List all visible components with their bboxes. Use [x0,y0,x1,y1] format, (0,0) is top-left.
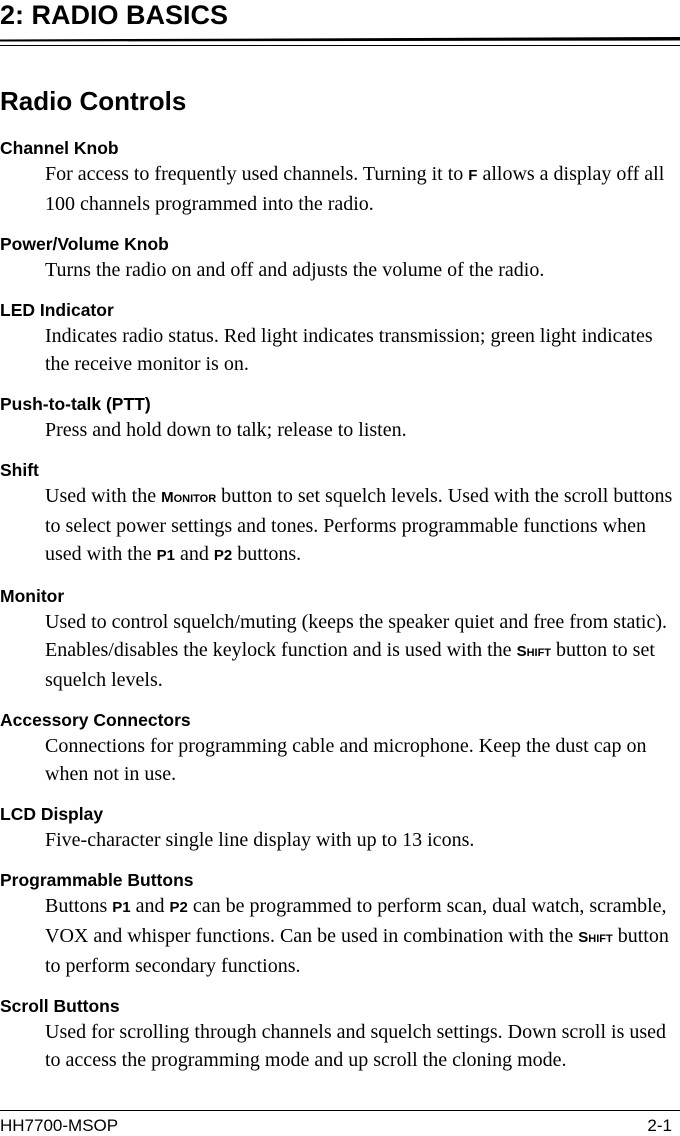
entry-push-to-talk [0,393,680,444]
key-label-shift: Shift [516,643,552,660]
entry-scroll-buttons [0,995,680,1074]
footer-document-id: HH7700-MSOP [0,1116,119,1135]
term: LCD Display [0,804,104,824]
entry-led-indicator [0,299,680,378]
key-label-f: F [468,167,478,184]
chapter-title: 2: RADIO BASICS [0,0,229,30]
entry-power-volume-knob [0,233,680,284]
key-label-p1: P1 [156,547,176,564]
description: Used to control squelch/muting (keeps the speaker quiet and free from static). Enables/disables the keylock function and is used with the Shift button to set squelch levels. [45,611,668,691]
term: Monitor [0,586,65,606]
entry-monitor [0,585,680,694]
key-label-shift: Shift [578,929,613,946]
key-label-p1: P1 [112,899,131,916]
key-label-monitor: Monitor [161,489,217,506]
term: Push-to-talk (PTT) [0,394,151,414]
term: Accessory Connectors [0,710,191,730]
entry-programmable-buttons [0,869,680,980]
term: LED Indicator [0,300,114,320]
description: For access to frequently used channels. Turning it to F allows a display off all 100 channels programmed into the radio. [45,163,665,215]
term: Power/Volume Knob [0,234,169,254]
entry-accessory-connectors [0,709,680,788]
description: Buttons P1 and P2 can be programmed to perform scan, dual watch, scramble, VOX and whisper functions. Can be used in combination with the Shift button to perform secondary functions. [45,895,669,977]
definition-list [0,137,680,1089]
header-rule [0,37,680,47]
description: Indicates radio status. Red light indicates transmission; green light indicates the receive monitor is on. [45,325,653,375]
footer-page-number: 2-1 [647,1116,672,1135]
term: Programmable Buttons [0,870,194,890]
description: Five-character single line display with up to 13 icons. [45,829,475,851]
description: Connections for programming cable and microphone. Keep the dust cap on when not in use. [45,735,647,785]
description: Turns the radio on and off and adjusts the volume of the radio. [45,259,545,281]
section-title: Radio Controls [0,86,187,116]
description: Used for scrolling through channels and squelch settings. Down scroll is used to access the programming mode and up scroll the cloning mode. [45,1021,667,1071]
footer-rule [0,1110,680,1111]
description: Press and hold down to talk; release to listen. [45,419,407,441]
entry-lcd-display [0,803,680,854]
term: Shift [0,460,39,480]
term: Scroll Buttons [0,996,120,1016]
description: Used with the Monitor button to set squelch levels. Used with the scroll buttons to select power settings and tones. Performs programmable functions when used with the P1 and P2 buttons. [45,485,673,565]
term: Channel Knob [0,138,119,158]
key-label-p2: P2 [213,547,233,564]
entry-channel-knob [0,137,680,218]
key-label-p2: P2 [169,899,188,916]
entry-shift [0,459,680,570]
